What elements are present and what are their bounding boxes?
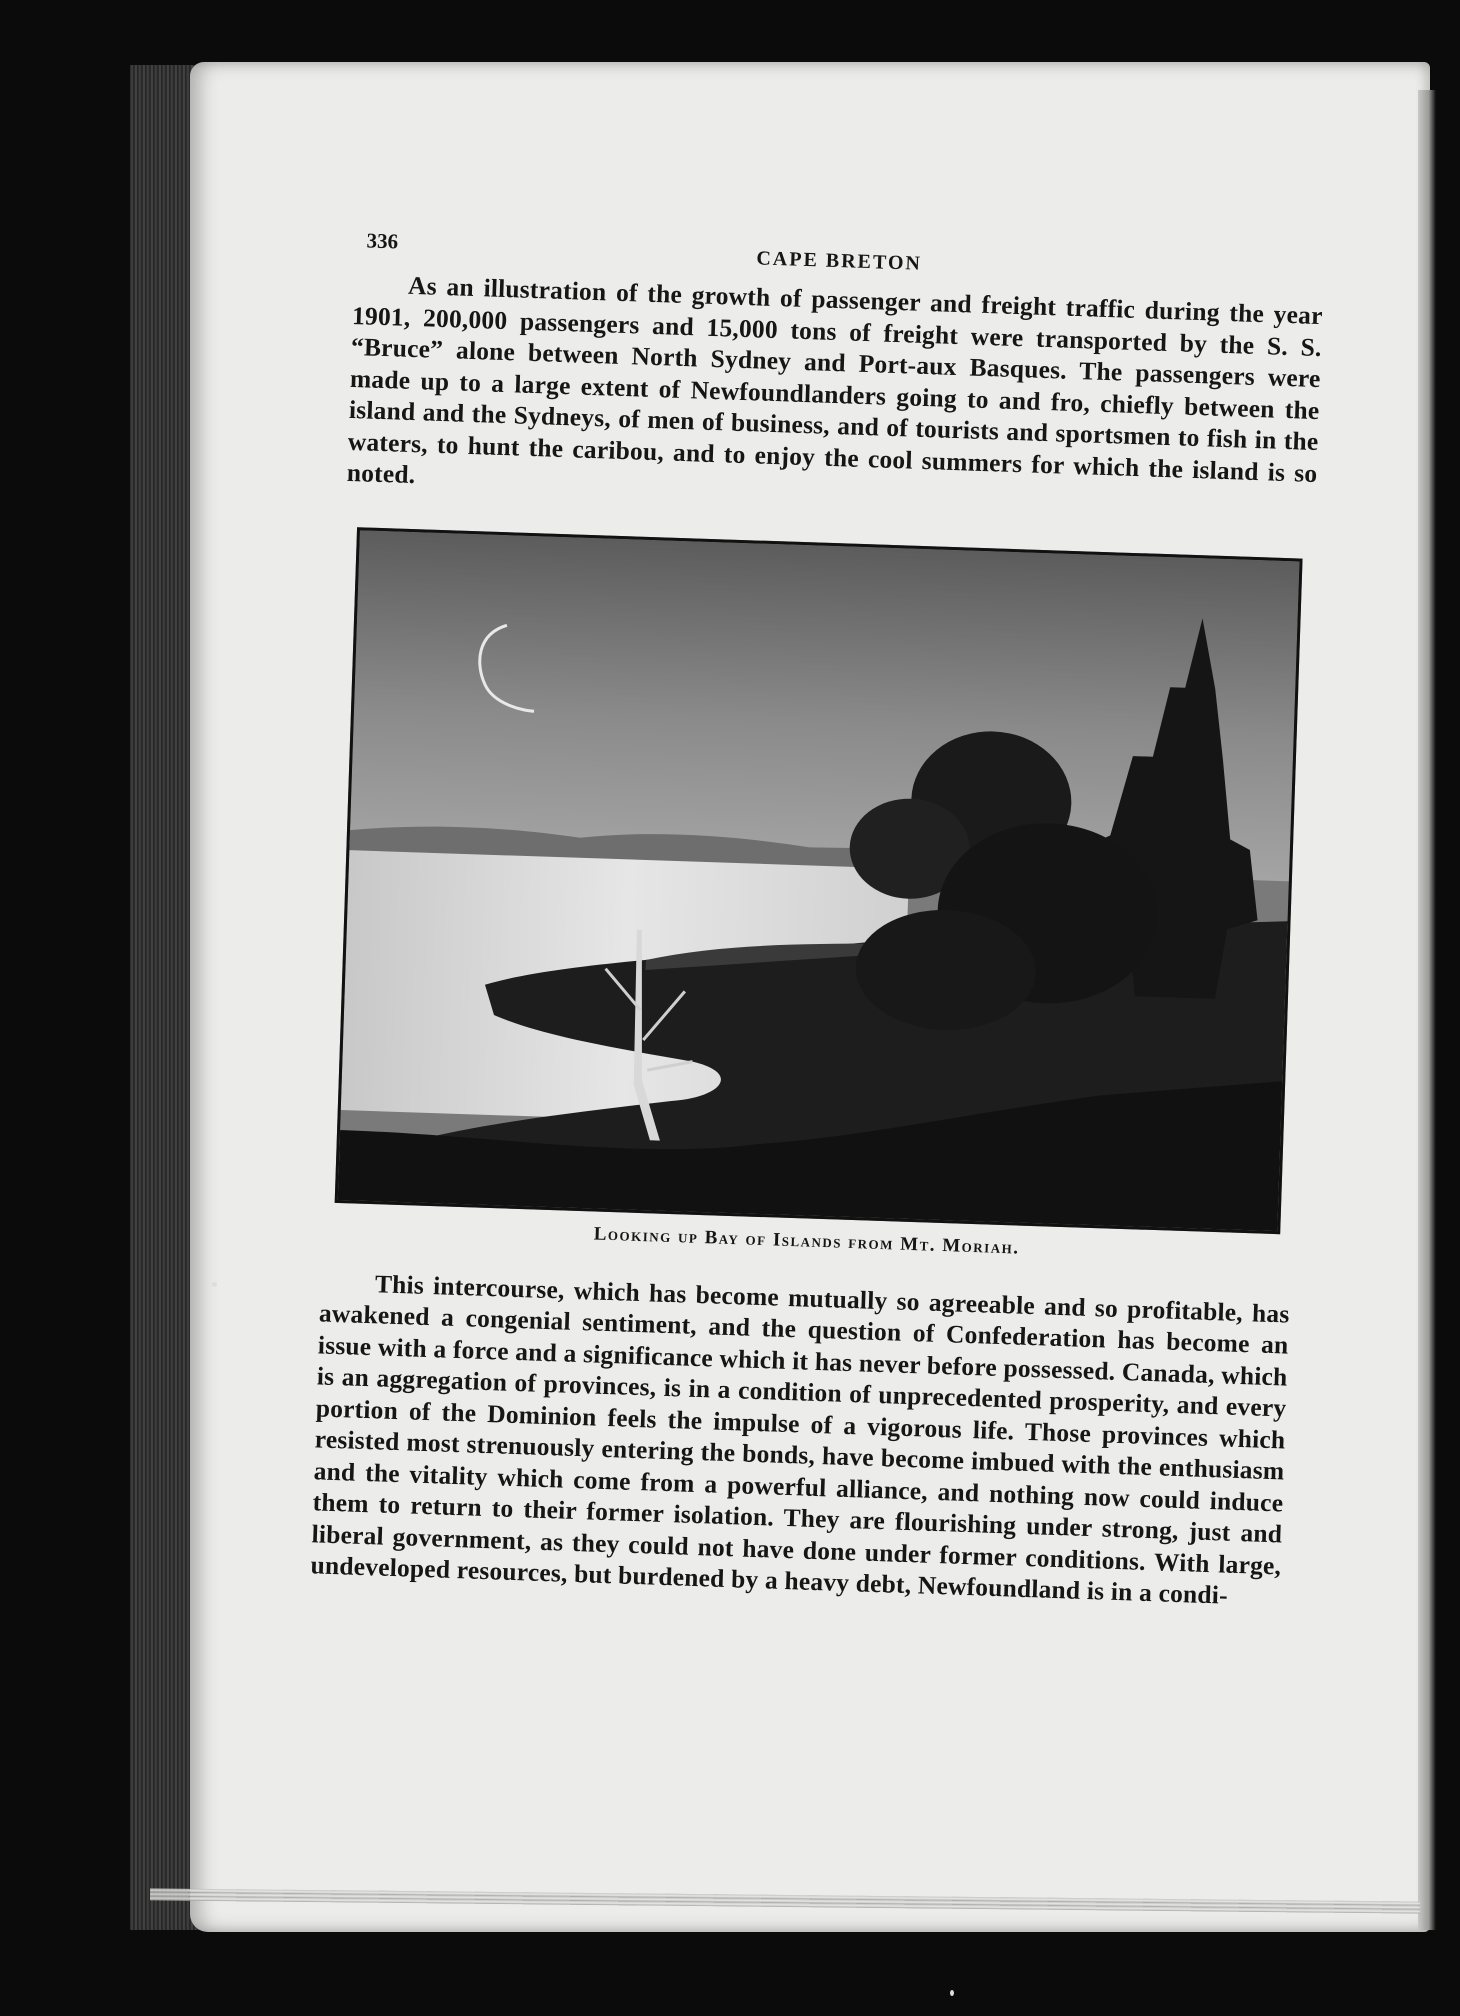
paragraph-2: This intercourse, which has become mutually so agreeable and so profitable, has awakened a congenial sentiment, and the question of Confederation has become an issue with a force and a significance which it has never before possessed. Canada, which is an aggregation of provinces, is in a condition of unprecedented prosperity, and every portion of the Dominion feels the impulse of a vigorous life. Those provinces which resisted most strenuously entering the bonds, have become imbued with the enthusiasm and the vitality which come from a powerful alliance, and nothing now could induce them to return to their former isolation. They are flourishing under strong, just and liberal government, as they could not have done under former conditions. With large, undeveloped resources, but burdened by a heavy debt, Newfoundland is in a condi- [310,1268,1291,1610]
landscape-photograph [335,527,1303,1234]
running-title: CAPE BRETON [756,247,923,275]
figure-caption: Looking up Bay of Islands from Mt. Moriah. [593,1222,1020,1259]
dust-speck [950,1990,954,1996]
page-content [310,228,1324,1613]
page-number: 336 [366,228,399,254]
page-right-edge [1418,90,1436,1930]
dust-speck [212,1282,217,1287]
photo-illustration [338,530,1300,1231]
paragraph-1: As an illustration of the growth of passenger and freight traffic during the year 1901, 200,000 passengers and 15,000 tons of freight were transported by the S. S. “Bruce” alone between North Sydney and Port-aux Basques. The passengers were made up to a large extent of Newfoundlanders going to and fro, chiefly between the island and the Sydneys, of men of business, and of tourists and sportsmen to fish in the waters, to hunt the caribou, and to enjoy the cool summers for which the island is so noted. [346,270,1324,490]
